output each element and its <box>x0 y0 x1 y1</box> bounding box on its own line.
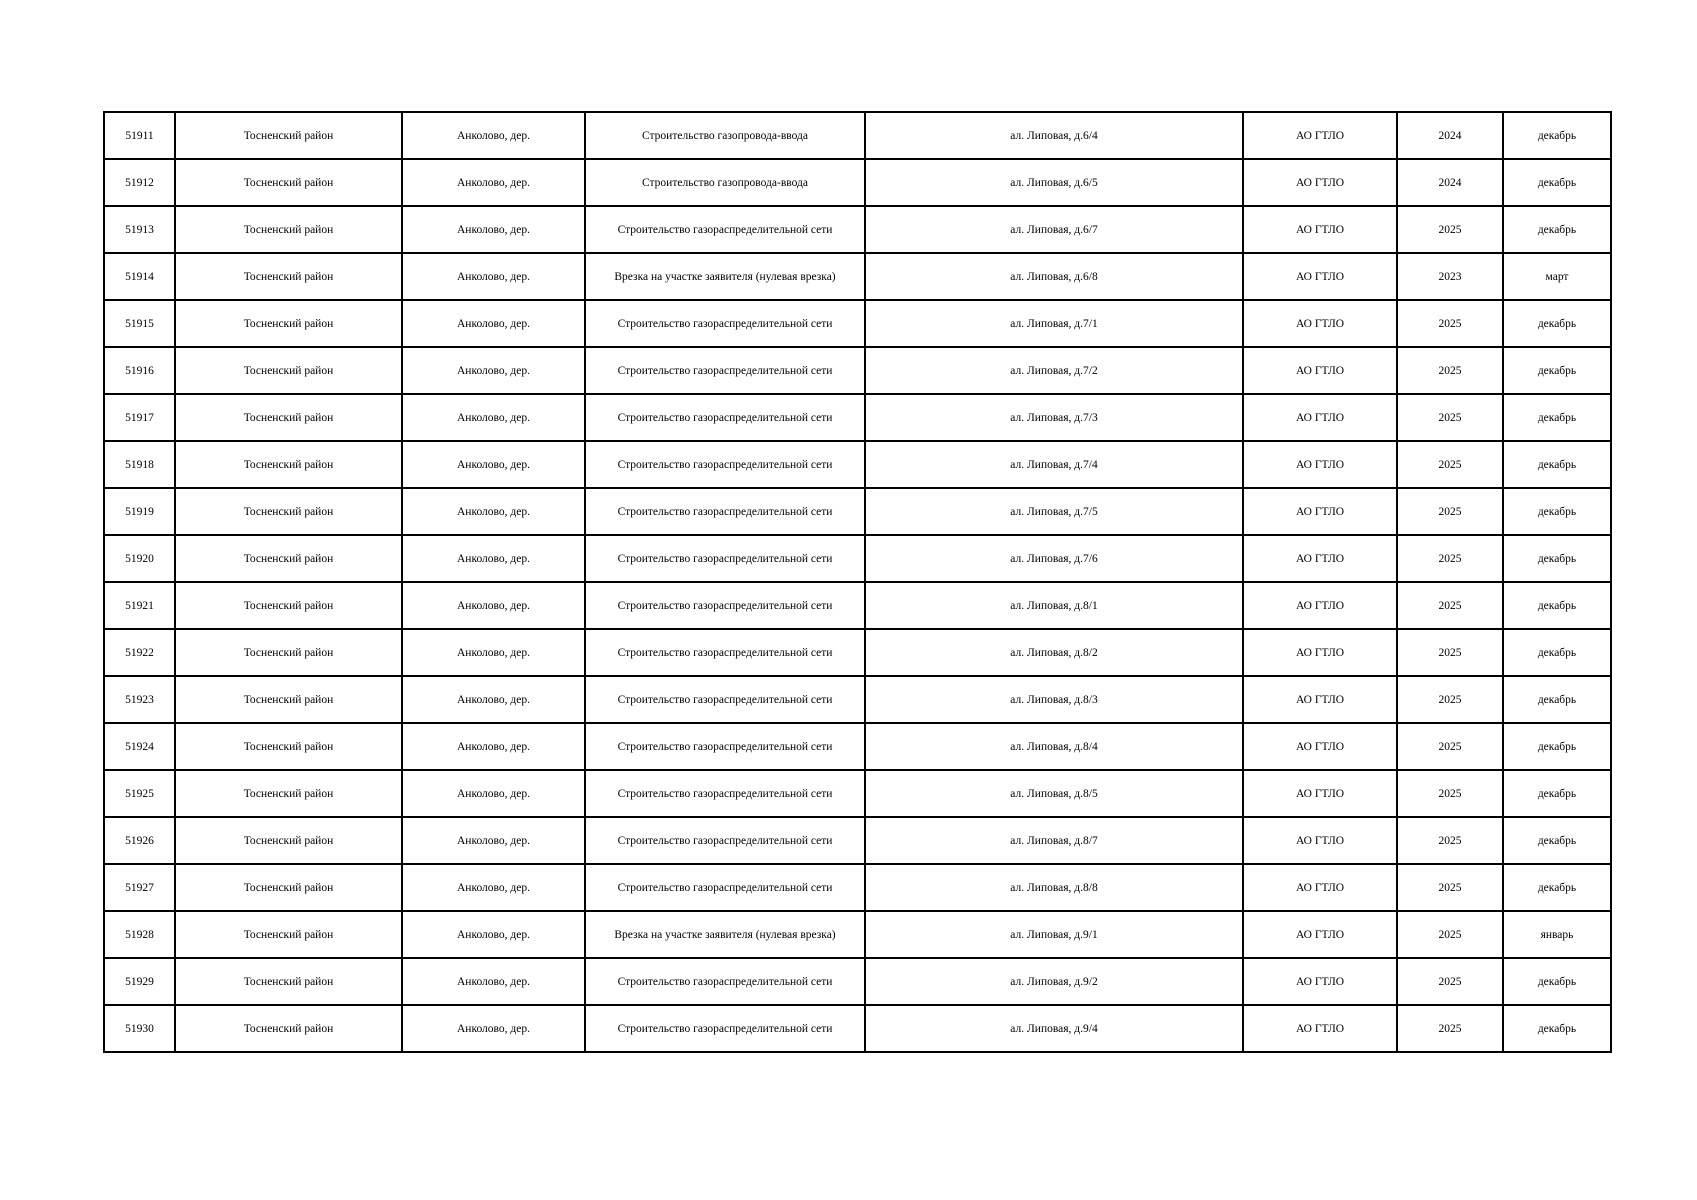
cell-organization: АО ГТЛО <box>1243 300 1397 347</box>
table-row <box>104 112 1611 159</box>
cell-work-type: Строительство газораспределительной сети <box>585 723 865 770</box>
cell-id: 51923 <box>104 676 175 723</box>
cell-year: 2023 <box>1397 253 1503 300</box>
cell-year: 2025 <box>1397 535 1503 582</box>
cell-address: ал. Липовая, д.8/2 <box>865 629 1243 676</box>
cell-address: ал. Липовая, д.7/5 <box>865 488 1243 535</box>
cell-district: Тосненский район <box>175 206 402 253</box>
cell-work-type: Строительство газораспределительной сети <box>585 864 865 911</box>
cell-year: 2025 <box>1397 723 1503 770</box>
cell-work-type: Строительство газораспределительной сети <box>585 441 865 488</box>
cell-id: 51927 <box>104 864 175 911</box>
cell-month: декабрь <box>1503 159 1611 206</box>
cell-address: ал. Липовая, д.8/1 <box>865 582 1243 629</box>
table-row <box>104 864 1611 911</box>
cell-id: 51918 <box>104 441 175 488</box>
cell-work-type: Строительство газораспределительной сети <box>585 582 865 629</box>
cell-locality: Анколово, дер. <box>402 770 585 817</box>
cell-month: январь <box>1503 911 1611 958</box>
cell-district: Тосненский район <box>175 770 402 817</box>
cell-work-type: Врезка на участке заявителя (нулевая врезка) <box>585 911 865 958</box>
cell-locality: Анколово, дер. <box>402 394 585 441</box>
cell-work-type: Строительство газораспределительной сети <box>585 958 865 1005</box>
cell-locality: Анколово, дер. <box>402 112 585 159</box>
cell-locality: Анколово, дер. <box>402 347 585 394</box>
cell-work-type: Строительство газораспределительной сети <box>585 394 865 441</box>
cell-year: 2025 <box>1397 676 1503 723</box>
cell-locality: Анколово, дер. <box>402 817 585 864</box>
cell-address: ал. Липовая, д.7/4 <box>865 441 1243 488</box>
cell-address: ал. Липовая, д.6/8 <box>865 253 1243 300</box>
cell-address: ал. Липовая, д.7/6 <box>865 535 1243 582</box>
cell-year: 2025 <box>1397 817 1503 864</box>
cell-id: 51924 <box>104 723 175 770</box>
cell-id: 51912 <box>104 159 175 206</box>
cell-month: декабрь <box>1503 488 1611 535</box>
cell-district: Тосненский район <box>175 723 402 770</box>
cell-organization: АО ГТЛО <box>1243 864 1397 911</box>
cell-district: Тосненский район <box>175 394 402 441</box>
cell-id: 51930 <box>104 1005 175 1052</box>
cell-district: Тосненский район <box>175 582 402 629</box>
table-row <box>104 582 1611 629</box>
cell-organization: АО ГТЛО <box>1243 253 1397 300</box>
cell-work-type: Строительство газораспределительной сети <box>585 676 865 723</box>
table-row <box>104 535 1611 582</box>
cell-address: ал. Липовая, д.7/2 <box>865 347 1243 394</box>
cell-year: 2025 <box>1397 582 1503 629</box>
table-row <box>104 1005 1611 1052</box>
table-row <box>104 958 1611 1005</box>
cell-organization: АО ГТЛО <box>1243 958 1397 1005</box>
table-row <box>104 770 1611 817</box>
cell-work-type: Строительство газораспределительной сети <box>585 300 865 347</box>
cell-year: 2025 <box>1397 300 1503 347</box>
cell-work-type: Строительство газораспределительной сети <box>585 629 865 676</box>
cell-month: декабрь <box>1503 206 1611 253</box>
cell-organization: АО ГТЛО <box>1243 535 1397 582</box>
cell-work-type: Строительство газораспределительной сети <box>585 817 865 864</box>
cell-year: 2025 <box>1397 441 1503 488</box>
cell-year: 2025 <box>1397 206 1503 253</box>
cell-locality: Анколово, дер. <box>402 441 585 488</box>
table-row <box>104 676 1611 723</box>
cell-locality: Анколово, дер. <box>402 206 585 253</box>
cell-organization: АО ГТЛО <box>1243 1005 1397 1052</box>
cell-district: Тосненский район <box>175 112 402 159</box>
table-row <box>104 394 1611 441</box>
cell-district: Тосненский район <box>175 864 402 911</box>
cell-month: декабрь <box>1503 300 1611 347</box>
cell-organization: АО ГТЛО <box>1243 582 1397 629</box>
cell-district: Тосненский район <box>175 488 402 535</box>
cell-district: Тосненский район <box>175 1005 402 1052</box>
cell-locality: Анколово, дер. <box>402 535 585 582</box>
cell-locality: Анколово, дер. <box>402 159 585 206</box>
cell-address: ал. Липовая, д.8/8 <box>865 864 1243 911</box>
cell-address: ал. Липовая, д.8/4 <box>865 723 1243 770</box>
cell-id: 51928 <box>104 911 175 958</box>
cell-address: ал. Липовая, д.6/4 <box>865 112 1243 159</box>
cell-locality: Анколово, дер. <box>402 253 585 300</box>
cell-month: декабрь <box>1503 958 1611 1005</box>
cell-district: Тосненский район <box>175 441 402 488</box>
cell-month: декабрь <box>1503 864 1611 911</box>
cell-organization: АО ГТЛО <box>1243 723 1397 770</box>
cell-id: 51920 <box>104 535 175 582</box>
cell-year: 2025 <box>1397 629 1503 676</box>
cell-month: декабрь <box>1503 347 1611 394</box>
cell-address: ал. Липовая, д.6/7 <box>865 206 1243 253</box>
cell-address: ал. Липовая, д.8/7 <box>865 817 1243 864</box>
cell-id: 51925 <box>104 770 175 817</box>
cell-address: ал. Липовая, д.7/3 <box>865 394 1243 441</box>
cell-organization: АО ГТЛО <box>1243 206 1397 253</box>
table-row <box>104 159 1611 206</box>
cell-id: 51917 <box>104 394 175 441</box>
cell-id: 51919 <box>104 488 175 535</box>
cell-work-type: Строительство газораспределительной сети <box>585 1005 865 1052</box>
cell-locality: Анколово, дер. <box>402 582 585 629</box>
cell-organization: АО ГТЛО <box>1243 676 1397 723</box>
cell-organization: АО ГТЛО <box>1243 441 1397 488</box>
cell-year: 2025 <box>1397 488 1503 535</box>
cell-id: 51921 <box>104 582 175 629</box>
cell-month: декабрь <box>1503 723 1611 770</box>
cell-district: Тосненский район <box>175 300 402 347</box>
cell-address: ал. Липовая, д.8/3 <box>865 676 1243 723</box>
cell-work-type: Строительство газопровода-ввода <box>585 112 865 159</box>
cell-id: 51929 <box>104 958 175 1005</box>
cell-locality: Анколово, дер. <box>402 1005 585 1052</box>
cell-id: 51926 <box>104 817 175 864</box>
cell-work-type: Строительство газораспределительной сети <box>585 770 865 817</box>
cell-locality: Анколово, дер. <box>402 488 585 535</box>
document-table <box>103 111 1612 1053</box>
cell-month: декабрь <box>1503 770 1611 817</box>
cell-organization: АО ГТЛО <box>1243 911 1397 958</box>
cell-locality: Анколово, дер. <box>402 300 585 347</box>
cell-work-type: Врезка на участке заявителя (нулевая врезка) <box>585 253 865 300</box>
cell-month: декабрь <box>1503 441 1611 488</box>
table-row <box>104 629 1611 676</box>
table-row <box>104 723 1611 770</box>
cell-year: 2025 <box>1397 911 1503 958</box>
cell-locality: Анколово, дер. <box>402 864 585 911</box>
table-row <box>104 206 1611 253</box>
cell-month: декабрь <box>1503 676 1611 723</box>
cell-organization: АО ГТЛО <box>1243 394 1397 441</box>
cell-year: 2025 <box>1397 958 1503 1005</box>
cell-month: декабрь <box>1503 817 1611 864</box>
cell-year: 2024 <box>1397 112 1503 159</box>
cell-locality: Анколово, дер. <box>402 911 585 958</box>
cell-month: декабрь <box>1503 629 1611 676</box>
table-row <box>104 488 1611 535</box>
cell-year: 2025 <box>1397 864 1503 911</box>
cell-id: 51922 <box>104 629 175 676</box>
cell-year: 2025 <box>1397 394 1503 441</box>
cell-id: 51913 <box>104 206 175 253</box>
cell-district: Тосненский район <box>175 676 402 723</box>
cell-work-type: Строительство газопровода-ввода <box>585 159 865 206</box>
cell-address: ал. Липовая, д.6/5 <box>865 159 1243 206</box>
cell-district: Тосненский район <box>175 911 402 958</box>
cell-year: 2025 <box>1397 347 1503 394</box>
cell-district: Тосненский район <box>175 958 402 1005</box>
cell-district: Тосненский район <box>175 159 402 206</box>
cell-organization: АО ГТЛО <box>1243 347 1397 394</box>
cell-organization: АО ГТЛО <box>1243 488 1397 535</box>
cell-organization: АО ГТЛО <box>1243 629 1397 676</box>
cell-month: декабрь <box>1503 394 1611 441</box>
cell-locality: Анколово, дер. <box>402 629 585 676</box>
cell-year: 2025 <box>1397 1005 1503 1052</box>
table-row <box>104 300 1611 347</box>
cell-id: 51916 <box>104 347 175 394</box>
cell-district: Тосненский район <box>175 535 402 582</box>
cell-address: ал. Липовая, д.9/2 <box>865 958 1243 1005</box>
cell-work-type: Строительство газораспределительной сети <box>585 488 865 535</box>
cell-id: 51914 <box>104 253 175 300</box>
table-row <box>104 441 1611 488</box>
cell-address: ал. Липовая, д.8/5 <box>865 770 1243 817</box>
table-row <box>104 347 1611 394</box>
table-row <box>104 253 1611 300</box>
table-body <box>104 112 1611 1052</box>
cell-year: 2024 <box>1397 159 1503 206</box>
cell-locality: Анколово, дер. <box>402 958 585 1005</box>
cell-district: Тосненский район <box>175 253 402 300</box>
cell-district: Тосненский район <box>175 629 402 676</box>
cell-district: Тосненский район <box>175 347 402 394</box>
cell-month: декабрь <box>1503 582 1611 629</box>
cell-locality: Анколово, дер. <box>402 723 585 770</box>
cell-organization: АО ГТЛО <box>1243 770 1397 817</box>
cell-work-type: Строительство газораспределительной сети <box>585 347 865 394</box>
cell-address: ал. Липовая, д.9/4 <box>865 1005 1243 1052</box>
cell-month: март <box>1503 253 1611 300</box>
cell-month: декабрь <box>1503 112 1611 159</box>
cell-work-type: Строительство газораспределительной сети <box>585 535 865 582</box>
cell-organization: АО ГТЛО <box>1243 112 1397 159</box>
cell-year: 2025 <box>1397 770 1503 817</box>
cell-district: Тосненский район <box>175 817 402 864</box>
cell-work-type: Строительство газораспределительной сети <box>585 206 865 253</box>
cell-organization: АО ГТЛО <box>1243 817 1397 864</box>
cell-address: ал. Липовая, д.7/1 <box>865 300 1243 347</box>
table-row <box>104 911 1611 958</box>
cell-month: декабрь <box>1503 1005 1611 1052</box>
cell-id: 51915 <box>104 300 175 347</box>
table-row <box>104 817 1611 864</box>
cell-id: 51911 <box>104 112 175 159</box>
cell-locality: Анколово, дер. <box>402 676 585 723</box>
cell-month: декабрь <box>1503 535 1611 582</box>
cell-organization: АО ГТЛО <box>1243 159 1397 206</box>
cell-address: ал. Липовая, д.9/1 <box>865 911 1243 958</box>
